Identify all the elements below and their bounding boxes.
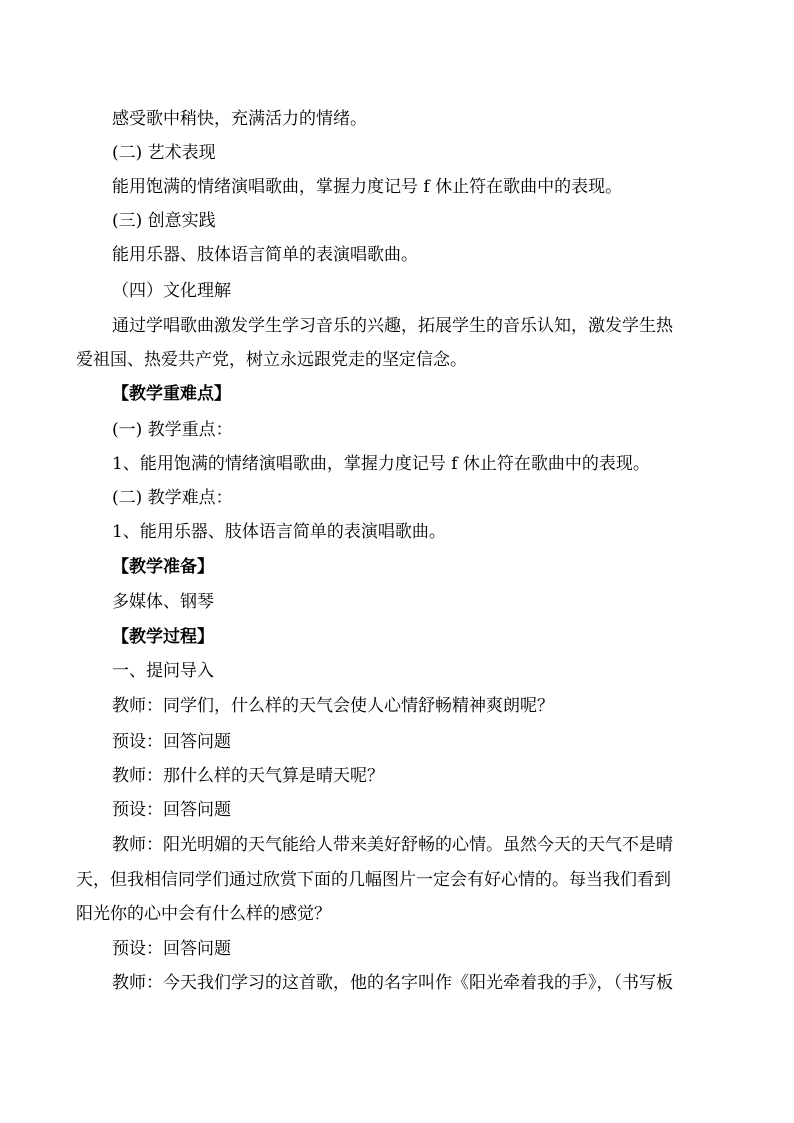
- text-line: 多媒体、钢琴: [112, 592, 214, 612]
- section-heading: (二) 艺术表现: [112, 143, 216, 163]
- text-line: 能用乐器、肢体语言简单的表演唱歌曲。: [112, 245, 418, 265]
- list-item: 1、能用乐器、肢体语言简单的表演唱歌曲。: [112, 522, 446, 542]
- section-heading: (一) 教学重点：: [112, 420, 233, 440]
- bold-heading: 【教学重难点】: [112, 384, 231, 404]
- paragraph-line: 爱祖国、热爱共产党，树立永远跟党走的坚定信念。: [76, 350, 467, 370]
- dialogue-line: 教师：同学们，什么样的天气会使人心情舒畅精神爽朗呢？: [112, 696, 554, 716]
- dialogue-line: 预设：回答问题: [112, 800, 231, 820]
- paragraph-line: 通过学唱歌曲激发学生学习音乐的兴趣，拓展学生的音乐认知，激发学生热: [112, 316, 673, 336]
- dialogue-line: 教师：阳光明媚的天气能给人带来美好舒畅的心情。虽然今天的天气不是晴: [112, 835, 673, 855]
- section-heading: (二) 教学难点：: [112, 488, 233, 508]
- text-line: 能用饱满的情绪演唱歌曲，掌握力度记号 f 休止符在歌曲中的表现。: [112, 177, 623, 197]
- bold-heading: 【教学过程】: [112, 627, 214, 647]
- dialogue-line: 预设：回答问题: [112, 939, 231, 959]
- dialogue-line: 天，但我相信同学们通过欣赏下面的几幅图片一定会有好心情的。每当我们看到: [76, 870, 671, 890]
- dialogue-line: 教师：那什么样的天气算是晴天呢？: [112, 766, 384, 786]
- section-heading: （四）文化理解: [112, 281, 231, 301]
- dialogue-line: 阳光你的心中会有什么样的感觉？: [76, 904, 331, 924]
- section-heading: (三) 创意实践: [112, 211, 216, 231]
- dialogue-line: 教师：今天我们学习的这首歌，他的名字叫作《阳光牵着我的手》，（书写板: [112, 973, 673, 993]
- text-line: 感受歌中稍快，充满活力的情绪。: [112, 109, 367, 129]
- bold-heading: 【教学准备】: [112, 557, 214, 577]
- dialogue-line: 预设：回答问题: [112, 732, 231, 752]
- list-item: 1、能用饱满的情绪演唱歌曲，掌握力度记号 f 休止符在歌曲中的表现。: [112, 454, 650, 474]
- section-heading: 一、提问导入: [112, 661, 214, 681]
